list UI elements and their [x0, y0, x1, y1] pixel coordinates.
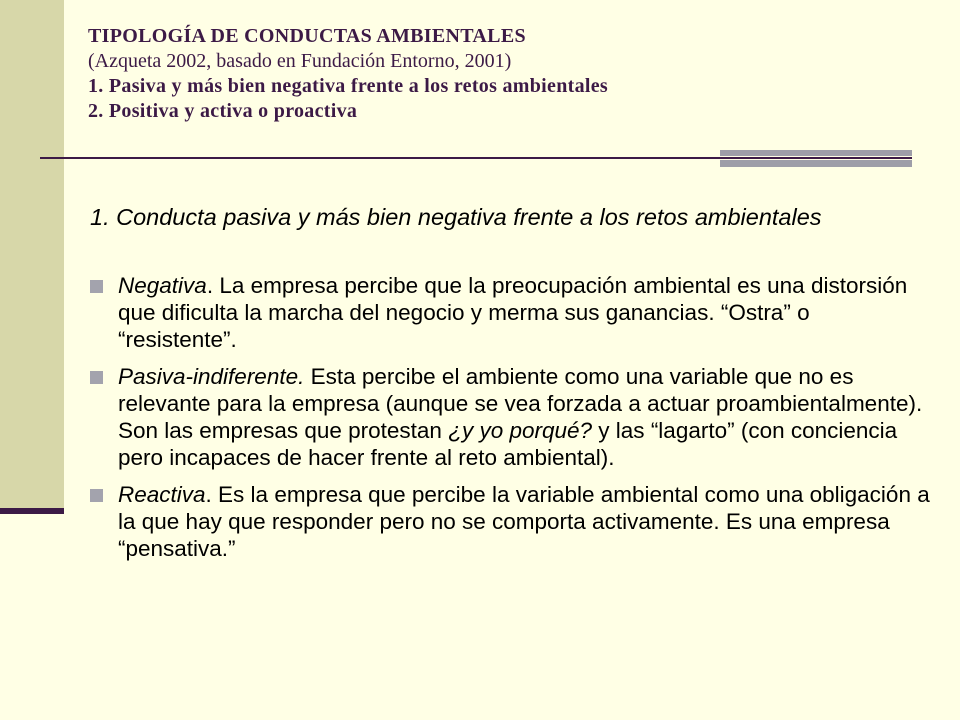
bullet-term: Pasiva-indiferente. — [118, 364, 305, 389]
left-decorative-bar — [0, 0, 64, 512]
slide-title-block — [88, 24, 928, 124]
square-bullet-icon — [90, 371, 103, 384]
section-heading: 1. Conducta pasiva y más bien negativa frente a los retos ambientales — [90, 204, 822, 230]
left-bar-accent-line — [0, 508, 64, 514]
title-divider-accent — [720, 150, 912, 167]
title-item-2: 2. Positiva y activa o proactiva — [88, 100, 358, 122]
bullet-quote: ¿y yo porqué? — [448, 418, 593, 443]
bullet-list — [90, 272, 930, 572]
bullet-text: . La empresa percibe que la preocupación ambiental es una distorsión que dificulta la marcha del negocio y merma sus ganancias. “Ostra” o “resistente”. — [118, 273, 908, 352]
bullet-text-continued: y las “lagarto” (con conciencia pero incapaces de hacer frente al reto ambiental). — [118, 418, 898, 470]
bullet-text: Esta percibe el ambiente como una variable que no es relevante para la empresa (aunque se vea forzada a actuar proambientalmente). Son las empresas que protestan — [118, 364, 923, 443]
square-bullet-icon — [90, 280, 103, 293]
title-item-1: 1. Pasiva y más bien negativa frente a los retos ambientales — [88, 75, 609, 97]
bullet-item-pasiva — [90, 363, 930, 471]
bullet-term: Negativa — [118, 273, 207, 298]
bullet-item-reactiva — [90, 481, 930, 562]
bullet-text: . Es la empresa que percibe la variable ambiental como una obligación a la que hay que responder pero no se comporta activamente. Es una empresa “pensativa.” — [118, 482, 930, 561]
slide-source: (Azqueta 2002, basado en Fundación Entorno, 2001) — [88, 50, 512, 72]
square-bullet-icon — [90, 489, 103, 502]
slide-title: TIPOLOGÍA DE CONDUCTAS AMBIENTALES — [88, 25, 526, 47]
bullet-term: Reactiva — [118, 482, 206, 507]
bullet-item-negativa — [90, 272, 930, 353]
